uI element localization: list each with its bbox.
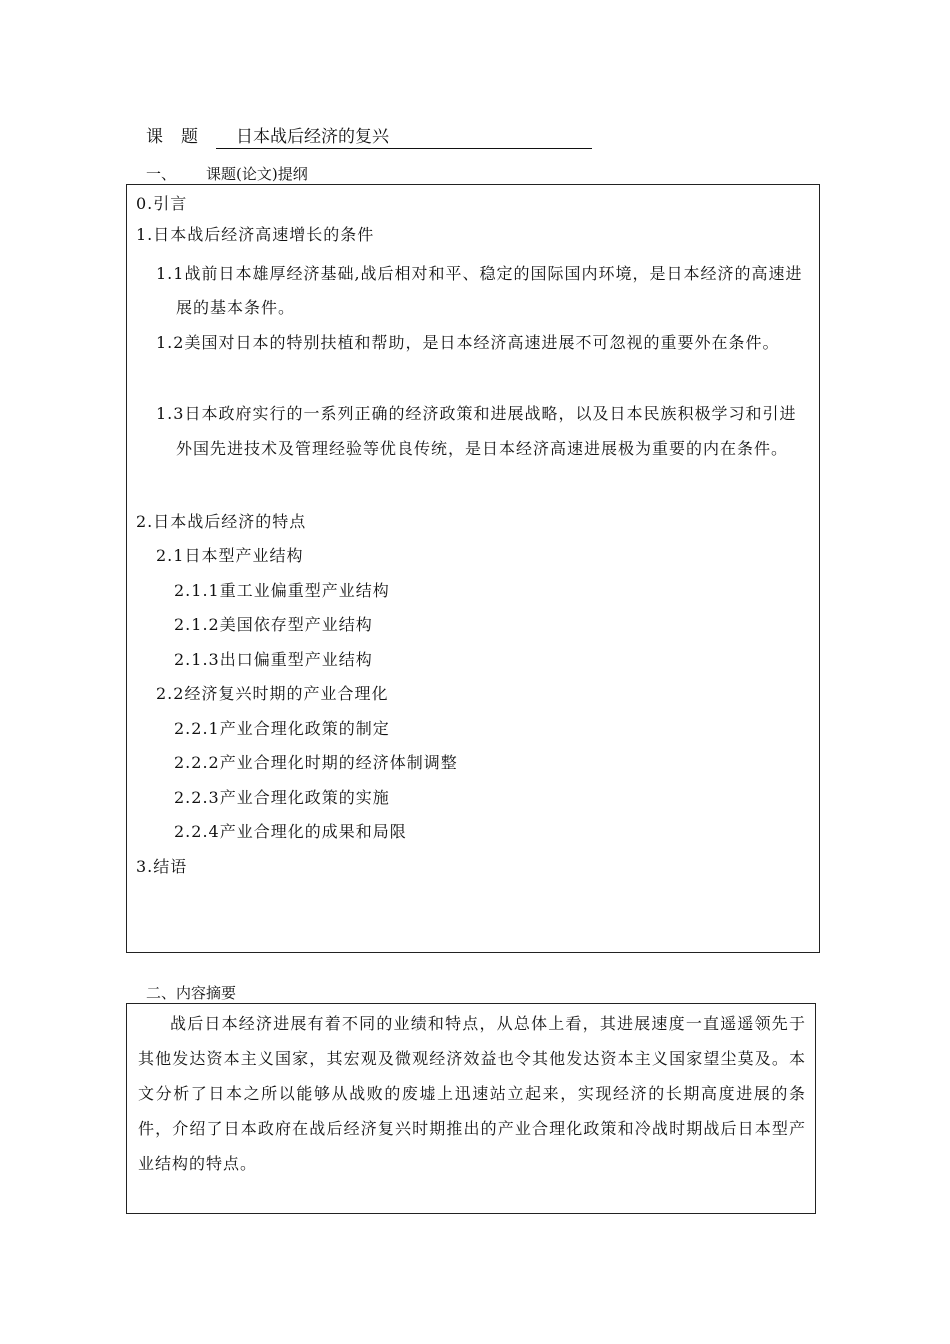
outline-item: 2.2.3产业合理化政策的实施 [174, 788, 390, 807]
section-number: 一、 [146, 165, 177, 183]
outline-item: 0.引言 [136, 194, 188, 213]
outline-item: 2.2.2产业合理化时期的经济体制调整 [174, 753, 458, 772]
outline-item: 2.2经济复兴时期的产业合理化 [156, 684, 389, 703]
outline-item [156, 326, 812, 360]
section-title: 课题(论文)提纲 [206, 165, 308, 183]
subject-value: 日本战后经济的复兴 [216, 126, 592, 149]
outline-item [156, 396, 812, 466]
subject-line [146, 124, 592, 150]
outline-item: 2.1.1重工业偏重型产业结构 [174, 581, 390, 600]
outline-item-text: 1.1战前日本雄厚经济基础,战后相对和平、稳定的国际国内环境，是日本经济的高速进展的基本条件。 [156, 264, 803, 317]
section-heading-summary [146, 983, 236, 1003]
summary-text: 战后日本经济进展有着不同的业绩和特点，从总体上看，其进展速度一直遥遥领先于其他发达资本主义国家，其宏观及微观经济效益也令其他发达资本主义国家望尘莫及。本文分析了日本之所以能够从战败的废墟上迅速站立起来，实现经济的长期高度进展的条件，介绍了日本政府在战后经济复兴时期推出的产业合理化政策和冷战时期战后日本型产业结构的特点。 [138, 1014, 806, 1173]
outline-item: 2.日本战后经济的特点 [136, 512, 307, 531]
outline-item-text: 1.2美国对日本的特别扶植和帮助，是日本经济高速进展不可忽视的重要外在条件。 [156, 333, 780, 352]
section-number: 二、 [146, 984, 177, 1002]
outline-item: 3.结语 [136, 857, 188, 876]
outline-item: 2.1.2美国依存型产业结构 [174, 615, 373, 634]
outline-item: 1.日本战后经济高速增长的条件 [136, 225, 375, 244]
subject-label: 课题 [146, 127, 216, 147]
outline-item-text: 1.3日本政府实行的一系列正确的经济政策和进展战略，以及日本民族积极学习和引进外国先进技术及管理经验等优良传统，是日本经济高速进展极为重要的内在条件。 [156, 404, 797, 458]
outline-item: 2.1日本型产业结构 [156, 546, 304, 565]
section-heading-outline [146, 164, 308, 184]
outline-item: 2.2.4产业合理化的成果和局限 [174, 822, 407, 841]
outline-item: 2.2.1产业合理化政策的制定 [174, 719, 390, 738]
outline-item [156, 257, 812, 325]
summary-box [126, 1003, 816, 1214]
outline-item: 2.1.3出口偏重型产业结构 [174, 650, 373, 669]
section-title: 内容摘要 [176, 984, 237, 1002]
outline-box [126, 184, 820, 953]
